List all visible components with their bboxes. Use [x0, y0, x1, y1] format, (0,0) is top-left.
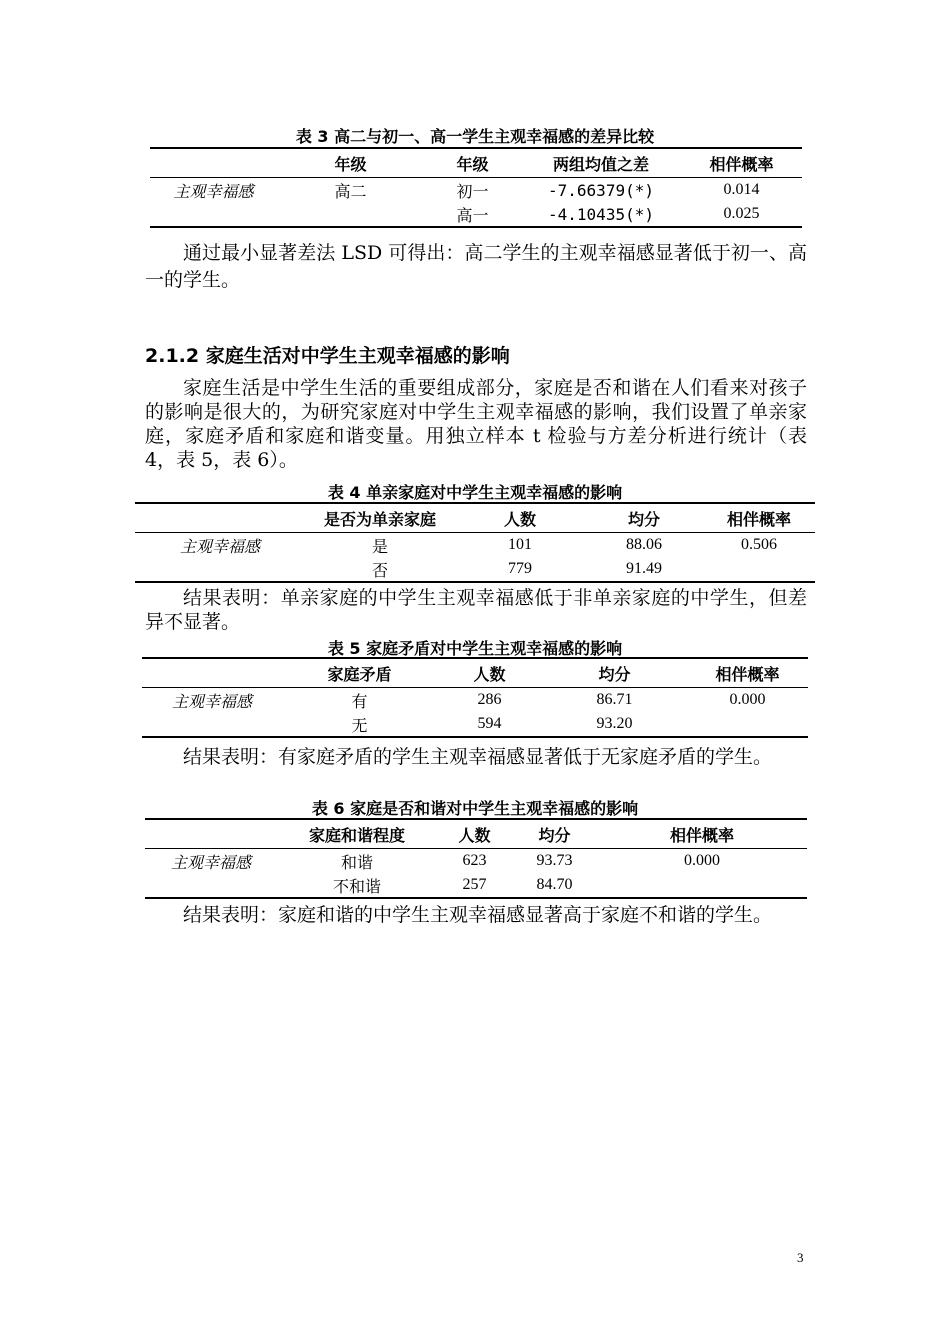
table-cell: [142, 712, 282, 737]
table-cell: 0.014: [723, 181, 760, 198]
table3-header: 两组均值之差: [521, 148, 681, 178]
table-row: [150, 202, 802, 227]
table-cell: 不和谐: [332, 878, 381, 896]
table4-header: 是否为单亲家庭: [305, 503, 455, 533]
table-cell: 594: [477, 715, 502, 732]
row-label: 主观幸福感: [171, 691, 252, 711]
table3-header: 相伴概率: [681, 148, 802, 178]
table3-header: 年级: [424, 148, 521, 178]
table-cell: 否: [371, 562, 388, 580]
table-row: [145, 873, 807, 898]
table5-header: 家庭矛盾: [282, 658, 437, 688]
table3-header: [150, 148, 277, 178]
table-cell: 86.71: [596, 691, 633, 708]
paragraph-result-table4: 结果表明：单亲家庭的中学生主观幸福感低于非单亲家庭的中学生，但差异不显著。: [145, 587, 807, 633]
table-cell: 0.025: [723, 205, 760, 222]
table4-header: 人数: [455, 503, 585, 533]
table-cell: 初一: [456, 183, 489, 201]
page-number: 3: [797, 1250, 804, 1265]
table-cell: [150, 202, 277, 227]
table-cell: 91.49: [626, 560, 662, 577]
table-cell: 779: [508, 560, 532, 577]
table-cell: 101: [508, 536, 532, 553]
table5-header: 均分: [542, 658, 687, 688]
table-cell: 高二: [334, 183, 367, 201]
table3-caption: 表 3 高二与初一、高一学生主观幸福感的差异比较: [295, 127, 655, 146]
table-row: [135, 557, 815, 582]
table-cell: 是: [371, 538, 388, 556]
table5-header: [142, 658, 282, 688]
section-heading: 2.1.2 家庭生活对中学生主观幸福感的影响: [145, 345, 510, 367]
paragraph-result-table5: 结果表明：有家庭矛盾的学生主观幸福感显著低于无家庭矛盾的学生。: [183, 746, 773, 768]
paragraph-lsd: 通过最小显著差法 LSD 可得出：高二学生的主观幸福感显著低于初一、高一的学生。: [145, 242, 807, 291]
table-cell: 和谐: [340, 854, 373, 872]
table-cell: 93.20: [596, 715, 633, 732]
table-cell: -4.10435(*): [548, 204, 654, 224]
paragraph-result-table6: 结果表明：家庭和谐的中学生主观幸福感显著高于家庭不和谐的学生。: [183, 904, 773, 926]
table5: [142, 657, 808, 738]
table-cell: 0.506: [741, 536, 777, 553]
table-cell: 623: [462, 852, 487, 869]
table-cell: 0.000: [729, 691, 766, 708]
table5-header: 人数: [437, 658, 542, 688]
table4-header: [135, 503, 305, 533]
table-cell: [277, 202, 424, 227]
table-row: [150, 178, 802, 203]
table-cell: 无: [351, 717, 368, 735]
table4-caption: 表 4 单亲家庭对中学生主观幸福感的影响: [327, 483, 623, 502]
table-cell: 84.70: [536, 876, 573, 893]
table-cell: 93.73: [536, 852, 573, 869]
table6-header: 人数: [437, 819, 512, 849]
table-cell: [687, 712, 808, 737]
table-row: [135, 533, 815, 558]
table-cell: -7.66379(*): [548, 180, 654, 200]
table-row: [142, 688, 808, 713]
table5-caption: 表 5 家庭矛盾对中学生主观幸福感的影响: [327, 639, 623, 658]
table6-header: 均分: [512, 819, 597, 849]
table-cell: [703, 557, 815, 582]
table-cell: [145, 873, 277, 898]
paragraph-family-intro: 家庭生活是中学生生活的重要组成部分，家庭是否和谐在人们看来对孩子的影响是很大的，为研究家庭对中学生主观幸福感的影响，我们设置了单亲家庭，家庭矛盾和家庭和谐变量。用独立样本 t 检验与方差分析进行统计（表 4，表 5，表 6）。: [145, 377, 807, 471]
row-label: 主观幸福感: [179, 536, 260, 556]
table3: [150, 147, 802, 228]
table5-header: 相伴概率: [687, 658, 808, 688]
table-cell: 257: [462, 876, 487, 893]
table6-header: [145, 819, 277, 849]
table-cell: 88.06: [626, 536, 662, 553]
table-cell: 286: [477, 691, 502, 708]
table-cell: 0.000: [684, 852, 720, 869]
table6: [145, 818, 807, 899]
row-label: 主观幸福感: [173, 181, 254, 201]
table3-header: 年级: [277, 148, 424, 178]
table-cell: [135, 557, 305, 582]
table-cell: 有: [351, 693, 368, 711]
table-cell: 高一: [456, 207, 489, 225]
table-row: [145, 849, 807, 874]
table4-header: 均分: [585, 503, 703, 533]
row-label: 主观幸福感: [170, 852, 251, 872]
table6-header: 家庭和谐程度: [277, 819, 437, 849]
table4: [135, 502, 815, 583]
table-row: [142, 712, 808, 737]
table6-caption: 表 6 家庭是否和谐对中学生主观幸福感的影响: [311, 799, 639, 818]
table-cell: [597, 873, 807, 898]
table6-header: 相伴概率: [597, 819, 807, 849]
table4-header: 相伴概率: [703, 503, 815, 533]
